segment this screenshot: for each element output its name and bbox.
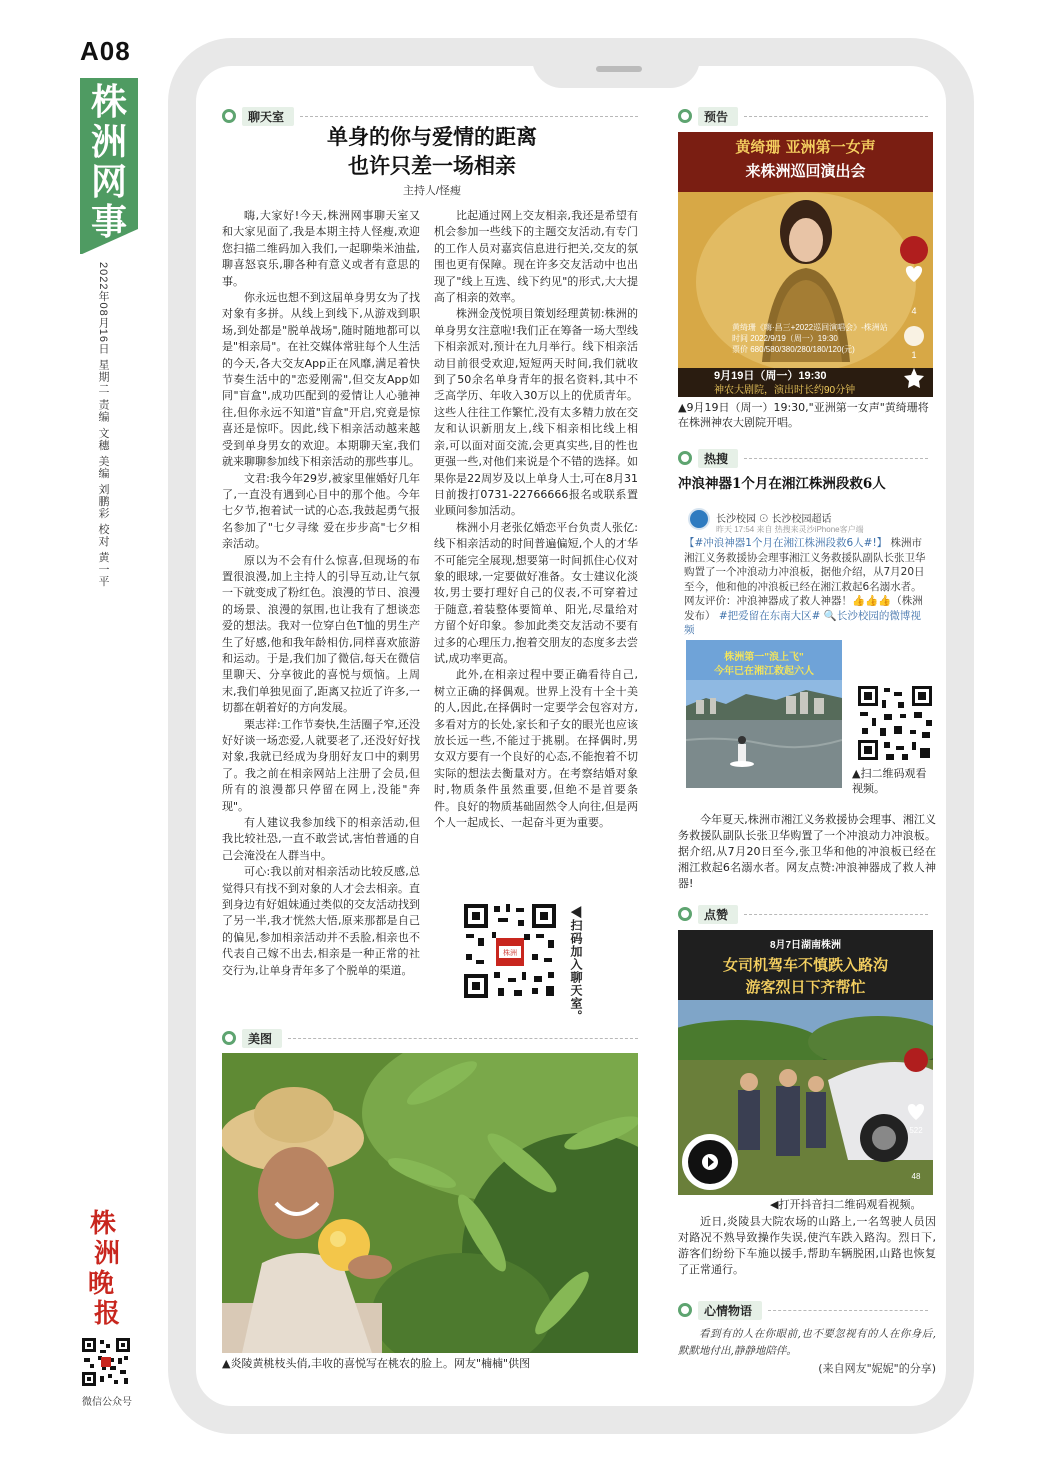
river-video-still[interactable] [686,640,842,788]
peach-farmer-photo [222,1053,638,1353]
section-tab [80,78,138,254]
paragraph: 可心:我以前对相亲活动比较反感,总觉得只有找不到对象的人才会去相亲。直到身边有好姐妹通过类似的交友活动找到了另一半,我才恍然大悟,原来那都是自己的偏见,参加相亲活动并不丢脸,相亲也不代表自己嫁不出去,相亲是一种正常的社交行为,让单身青年多了个脱单的渠道。 [222,865,420,977]
section-label: 美图 [242,1029,282,1048]
account-name: 长沙校园 ⊙ 长沙校园超话 [716,514,832,525]
title-line: 也许只差一场相亲 [348,153,516,178]
poster-info-line: 时间 2022/9/19（周一）19:30 [732,334,838,343]
paragraph: 你永远也想不到这届单身男女为了找对象有多拼。从线上到线下,从游戏到职场,到处都是"脱单战场",随时随地都可以是"相亲局"。在社交媒体常驻每个人生活的今天,各大交友App正在风靡,满足着快节奏生活中的"恋爱刚需",但交友App如同"盲盒",成功匹配到的爱情让人心驰神往,但你永远不知道"盲盒"开启,究竟是惊喜还是惊吓。因此,线下相亲活动越来越受到单身男女的欢迎。本期聊天室,我们就来聊聊参加线下相亲活动的那些事儿。 [222,291,420,469]
paragraph: 株洲金茂悦项目策划经理黄韧:株洲的单身男女注意啦!我们正在筹备一场大型线下相亲派对,预计在九月举行。线下相亲活动目前很受欢迎,短短两天时间,我们就收到了50余名单身青年的报名资料,其中不乏高学历、年收入30万以上的优质青年。这些人往往工作繁忙,没有太多精力放在交友和认识新朋友上,线下相亲相比线上相亲,可以面对面交流,会更真实些,目的性也更强一些,对他们来说是个不错的选择。如果你是22周岁及以上单身人士,可在8月31日前拨打0731-22766666报名或联系置业顾问参加活动。 [434,307,638,518]
like-count: 522 [909,1126,923,1135]
weibo-topics: #把爱留在东南大区# 🔍长沙校园的微博视频 [684,609,921,636]
section-label: 心情物语 [698,1301,762,1320]
section-label: 预告 [698,107,738,126]
svg-text:株: 株 [90,1209,117,1239]
video-title: 游客烈日下齐帮忙 [745,978,866,996]
paragraph: 今年夏天,株洲市湘江义务救援协会理事、湘江义务救援队副队长张卫华购置了一个冲浪动力冲浪板。据介绍,从7月20日至今,张卫华和他的冲浪板已经在湘江救起6名溺水者。网友点赞:冲浪神器成了救人神器! [678,813,936,890]
svg-text:洲: 洲 [94,1239,121,1269]
weibo-body: 株洲市湘江义务救援协会理事湘江义务救援队副队长张卫华购置了一个冲浪动力冲浪板，据他介绍，从7月20日至今，他和他的冲浪板已经在湘江救起6名溺水者。网友评价：冲浪神器成了救人神器！👍👍👍（株洲发布） [684,537,926,622]
weibo-text [684,536,930,638]
section-char: 事 [90,201,127,243]
preview-caption: ▲9月19日（周一）19:30,"亚洲第一女声"黄绮珊将在株洲神农大剧院开唱。 [678,401,929,429]
paragraph: 近日,炎陵县大院农场的山路上,一名驾驶人员因对路况不熟导致操作失误,使汽车跌入路沟。烈日下,游客们纷纷下车施以援手,帮助车辆脱困,山路也恢复了正常通行。 [678,1215,936,1276]
hot-title: 冲浪神器1个月在湘江株洲段救6人 [678,476,886,492]
wechat-qr-code [80,1336,132,1388]
bullet-icon [222,1031,236,1045]
bullet-icon [678,451,692,465]
section-header-photo [222,1028,638,1048]
paragraph: 株洲小月老张亿婚恋平台负责人张亿:线下相亲活动的时间普遍偏短,个人的才华不可能完全展现,想要第一时间抓住心仪对象的眼球,一定要做好准备。女士建议化淡妆,男士要打理好自己的仪表,不可穿着过于随意,着装整体要简单、阳光,尽量给对方留个好印象。参加此类交友活动不要有过多的心理压力,抱着交朋友的态度多去尝试,成功率更高。 [434,520,638,665]
bullet-icon [222,109,236,123]
bullet-icon [678,109,692,123]
section-header-preview [678,106,928,126]
paragraph: 看到有的人在你眼前,也不要忽视有的人在你身后,默默地付出,静静地陪伴。 [678,1328,936,1357]
section-header-like [678,904,928,924]
weibo-account [686,502,934,534]
issue-date-line: 2022年08月16日 星期二 责编 文穗 美编 刘鹏彩 校对 黄一平 [97,262,109,588]
hot-qr-code[interactable] [856,684,934,762]
photo-caption: ▲炎陵黄桃枝头俏,丰收的喜悦写在桃农的脸上。网友"楠楠"供图 [222,1357,531,1370]
video-date: 8月7日湖南株洲 [769,940,842,951]
svg-text:报: 报 [94,1299,121,1328]
paragraph: 比起通过网上交友相亲,我还是希望有机会参加一些线下的主题交友活动,有专门的工作人员对嘉宾信息进行把关,交友的氛围也更有保障。现在许多交友活动中也出现了"线上互选、线下约见"的形式,大大提高了相亲的效率。 [434,209,638,305]
section-header-mood [678,1300,928,1320]
paragraph: 嗨,大家好!今天,株洲网事聊天室又和大家见面了,我是本期主持人怪瘦,欢迎您扫描二维码加入我们,一起聊柴米油盐,聊喜怒哀乐,聊各种有意义或者有意思的事。 [222,209,420,288]
section-char: 株 [90,81,127,123]
article-title [222,122,642,180]
comment-count: 48 [911,1172,921,1181]
bullet-icon [678,907,692,921]
section-char: 洲 [90,121,127,163]
like-article-body [678,1214,936,1278]
concert-poster[interactable] [678,132,933,397]
newspaper-logo [84,1206,140,1326]
mood-quote [678,1326,936,1360]
comment-count: 1 [911,350,917,360]
poster-info-line: 黄绮珊《嗨·昌三+2022巡回演唱会》-株洲站 [732,323,888,332]
title-line: 单身的你与爱情的距离 [327,124,537,149]
qr-label: 微信公众号 [82,1397,132,1408]
phone-notch [532,50,700,88]
hot-article-body [678,812,936,892]
weibo-tag: 【#冲浪神器1个月在湘江株洲段救6人#!】 [684,537,888,549]
poster-venue: 神农大剧院，演出时长约90分钟 [714,385,856,396]
svg-text:晚: 晚 [88,1269,115,1299]
qr-instruction: ▲扫二维码观看视频。 [852,767,927,795]
paragraph: 有人建议我参加线下的相亲活动,但我比较社恐,一直不敢尝试,害怕普通的自己会淹没在人群当中。 [222,816,420,862]
paragraph: 文君:我今年29岁,被家里催婚好几年了,一直没有遇到心目中的那个他。今年七夕节,抱着试一试的心态,我鼓起勇气报名参加了"七夕寻缘 爱在步步高"七夕相亲活动。 [222,471,420,551]
video-instruction: ◀打开抖音扫二维码观看视频。 [770,1198,922,1211]
paragraph: 栗志祥:工作节奏快,生活圈子窄,还没好好谈一场恋爱,人就要老了,还没好好找对象,我就已经成为身朋好友口中的剩男了。我之前在相亲网站上注册了会员,但所有的浪漫都只停留在网上,没能"奔现"。 [222,717,420,813]
section-char: 网 [90,161,127,203]
poster-title: 黄绮珊 亚洲第一女声 [735,138,876,156]
article-column-2 [434,208,638,898]
poster-info [732,322,922,355]
section-label: 聊天室 [242,107,294,126]
avatar [688,508,710,530]
video-title: 女司机驾车不慎跌入路沟 [722,956,888,974]
section-header-hot [678,448,928,468]
mood-source: (来自网友"妮妮"的分享) [818,1362,936,1375]
chat-qr-code[interactable] [462,902,558,1000]
page-number: A08 [80,36,131,66]
post-meta: 昨天 17:54 来自 热搜来灵沙iPhone客户端 [716,525,864,534]
roadside-video-still[interactable] [678,930,933,1195]
like-count: 4 [911,306,917,316]
section-label: 热搜 [698,449,738,468]
video-overlay-text: 今年已在湘江救起六人 [714,666,814,677]
paragraph: 此外,在相亲过程中要正确看待自己,树立正确的择偶观。世界上没有十全十美的人,因此,在择偶时一定要学会包容对方,多看对方的长处,家长和子女的眼光也应该放长远一些,不能过于挑剔。在择偶时,男女双方要有一个良好的心态,不能抱着不切实际的想法去衡量对方。在考察结婚对象时,物质条件虽然重要,但绝不是首要条件。良好的物质基础固然令人向往,但是两个人一起成长、一起奋斗更为重要。 [434,668,638,830]
bullet-icon [678,1303,692,1317]
poster-info-line: 票价 680/580/380/280/180/120(元) [732,345,855,354]
poster-title: 来株洲巡回演出会 [745,162,866,180]
paragraph: 原以为不会有什么惊喜,但现场的布置很浪漫,加上主持人的引导互动,让气氛一下就变成了粉红色。浪漫的节日、浪漫的场景、浪漫的氛围,也让我有了想谈恋爱的想法。我对一位穿白色T恤的男生产生了好感,他和我年龄相仿,同样喜欢旅游和运动。于是,我们加了微信,每天在微信里聊天、分享彼此的喜悦与烦恼。上周末,我们单独见面了,距离又拉近了许多,一切都在朝着好的方向发展。 [222,553,420,715]
qr-instruction: ◀扫码加入聊天室。 [569,906,583,1023]
video-overlay-text: 株洲第一"浪上飞" [724,652,804,663]
svg-text:株洲: 株洲 [503,949,517,957]
article-byline: 主持人/怪瘦 [402,185,462,197]
poster-date: 9月19日（周一）19:30 [714,370,827,382]
section-label: 点赞 [698,905,738,924]
article-column-1 [222,208,420,1016]
